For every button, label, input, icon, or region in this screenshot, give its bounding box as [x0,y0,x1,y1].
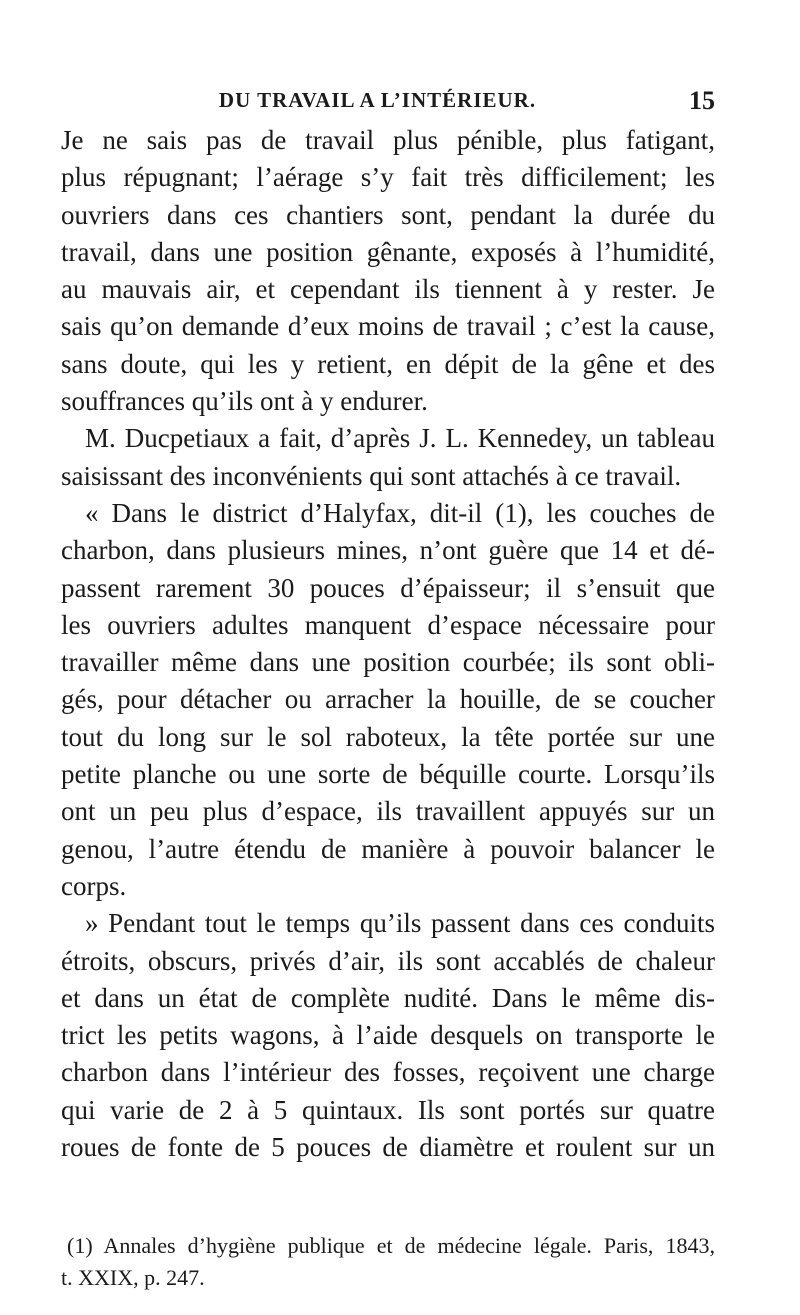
running-title: DU TRAVAIL A L’INTÉRIEUR. [218,88,537,112]
text-line: corps. [61,870,127,901]
text-line: les ouvriers adultes manquent d’espace nécessaire pour [61,609,715,640]
text-line: sais qu’on demande d’eux moins de travail ; c’est la cause, [61,311,715,342]
text-line: genou, l’autre étendu de manière à pouvoir balancer le [61,833,715,864]
text-line: ont un peu plus d’espace, ils travaillent appuyés sur un [61,796,715,827]
text-line: » Pendant tout le temps qu’ils passent dans ces conduits [85,908,715,939]
text-line: plus répugnant; l’aérage s’y fait très difficilement; les [61,162,715,193]
text-line: roues de fonte de 5 pouces de diamètre et roulent sur un [61,1132,715,1163]
text-line: charbon dans l’intérieur des fosses, reçoivent une charge [61,1057,715,1088]
text-line: saisissant des inconvénients qui sont attachés à ce travail. [61,460,682,491]
body-text [61,122,715,1166]
text-line: qui varie de 2 à 5 quintaux. Ils sont portés sur quatre [61,1094,715,1125]
text-line: M. Ducpetiaux a fait, d’après J. L. Kennedey, un tableau [85,423,715,454]
text-line: Je ne sais pas de travail plus pénible, plus fatigant, [61,125,715,155]
text-line: étroits, obscurs, privés d’air, ils sont accablés de chaleur [61,945,715,976]
text-line: « Dans le district d’Halyfax, dit-il (1), les couches de [85,497,715,528]
page-header [40,88,715,118]
page-number: 15 [689,86,715,115]
text-line: trict les petits wagons, à l’aide desquels on transporte le [61,1020,715,1051]
text-line: au mauvais air, et cependant ils tiennent à y rester. Je [61,274,715,305]
text-line: passent rarement 30 pouces d’épaisseur; il s’ensuit que [61,572,715,603]
text-line: ouvriers dans ces chantiers sont, pendant la durée du [61,199,715,230]
text-line: et dans un état de complète nudité. Dans le même dis- [61,982,715,1013]
text-line: tout du long sur le sol raboteux, la tête portée sur une [61,721,715,752]
text-line: gés, pour détacher ou arracher la houille, de se coucher [61,684,715,715]
footnote-line: (1) Annales d’hygiène publique et de médecine légale. Paris, 1843, [67,1233,715,1258]
footnote [61,1230,715,1294]
text-line: petite planche ou une sorte de béquille courte. Lorsqu’ils [61,759,715,790]
footnote-line: t. XXIX, p. 247. [61,1265,205,1290]
text-line: travailler même dans une position courbée; ils sont obli- [61,647,715,678]
text-line: charbon, dans plusieurs mines, n’ont guère que 14 et dé- [61,535,715,566]
text-line: souffrances qu’ils ont à y endurer. [61,386,428,417]
text-line: sans doute, qui les y retient, en dépit de la gêne et des [61,348,715,379]
text-line: travail, dans une position gênante, exposés à l’humidité, [61,236,715,267]
